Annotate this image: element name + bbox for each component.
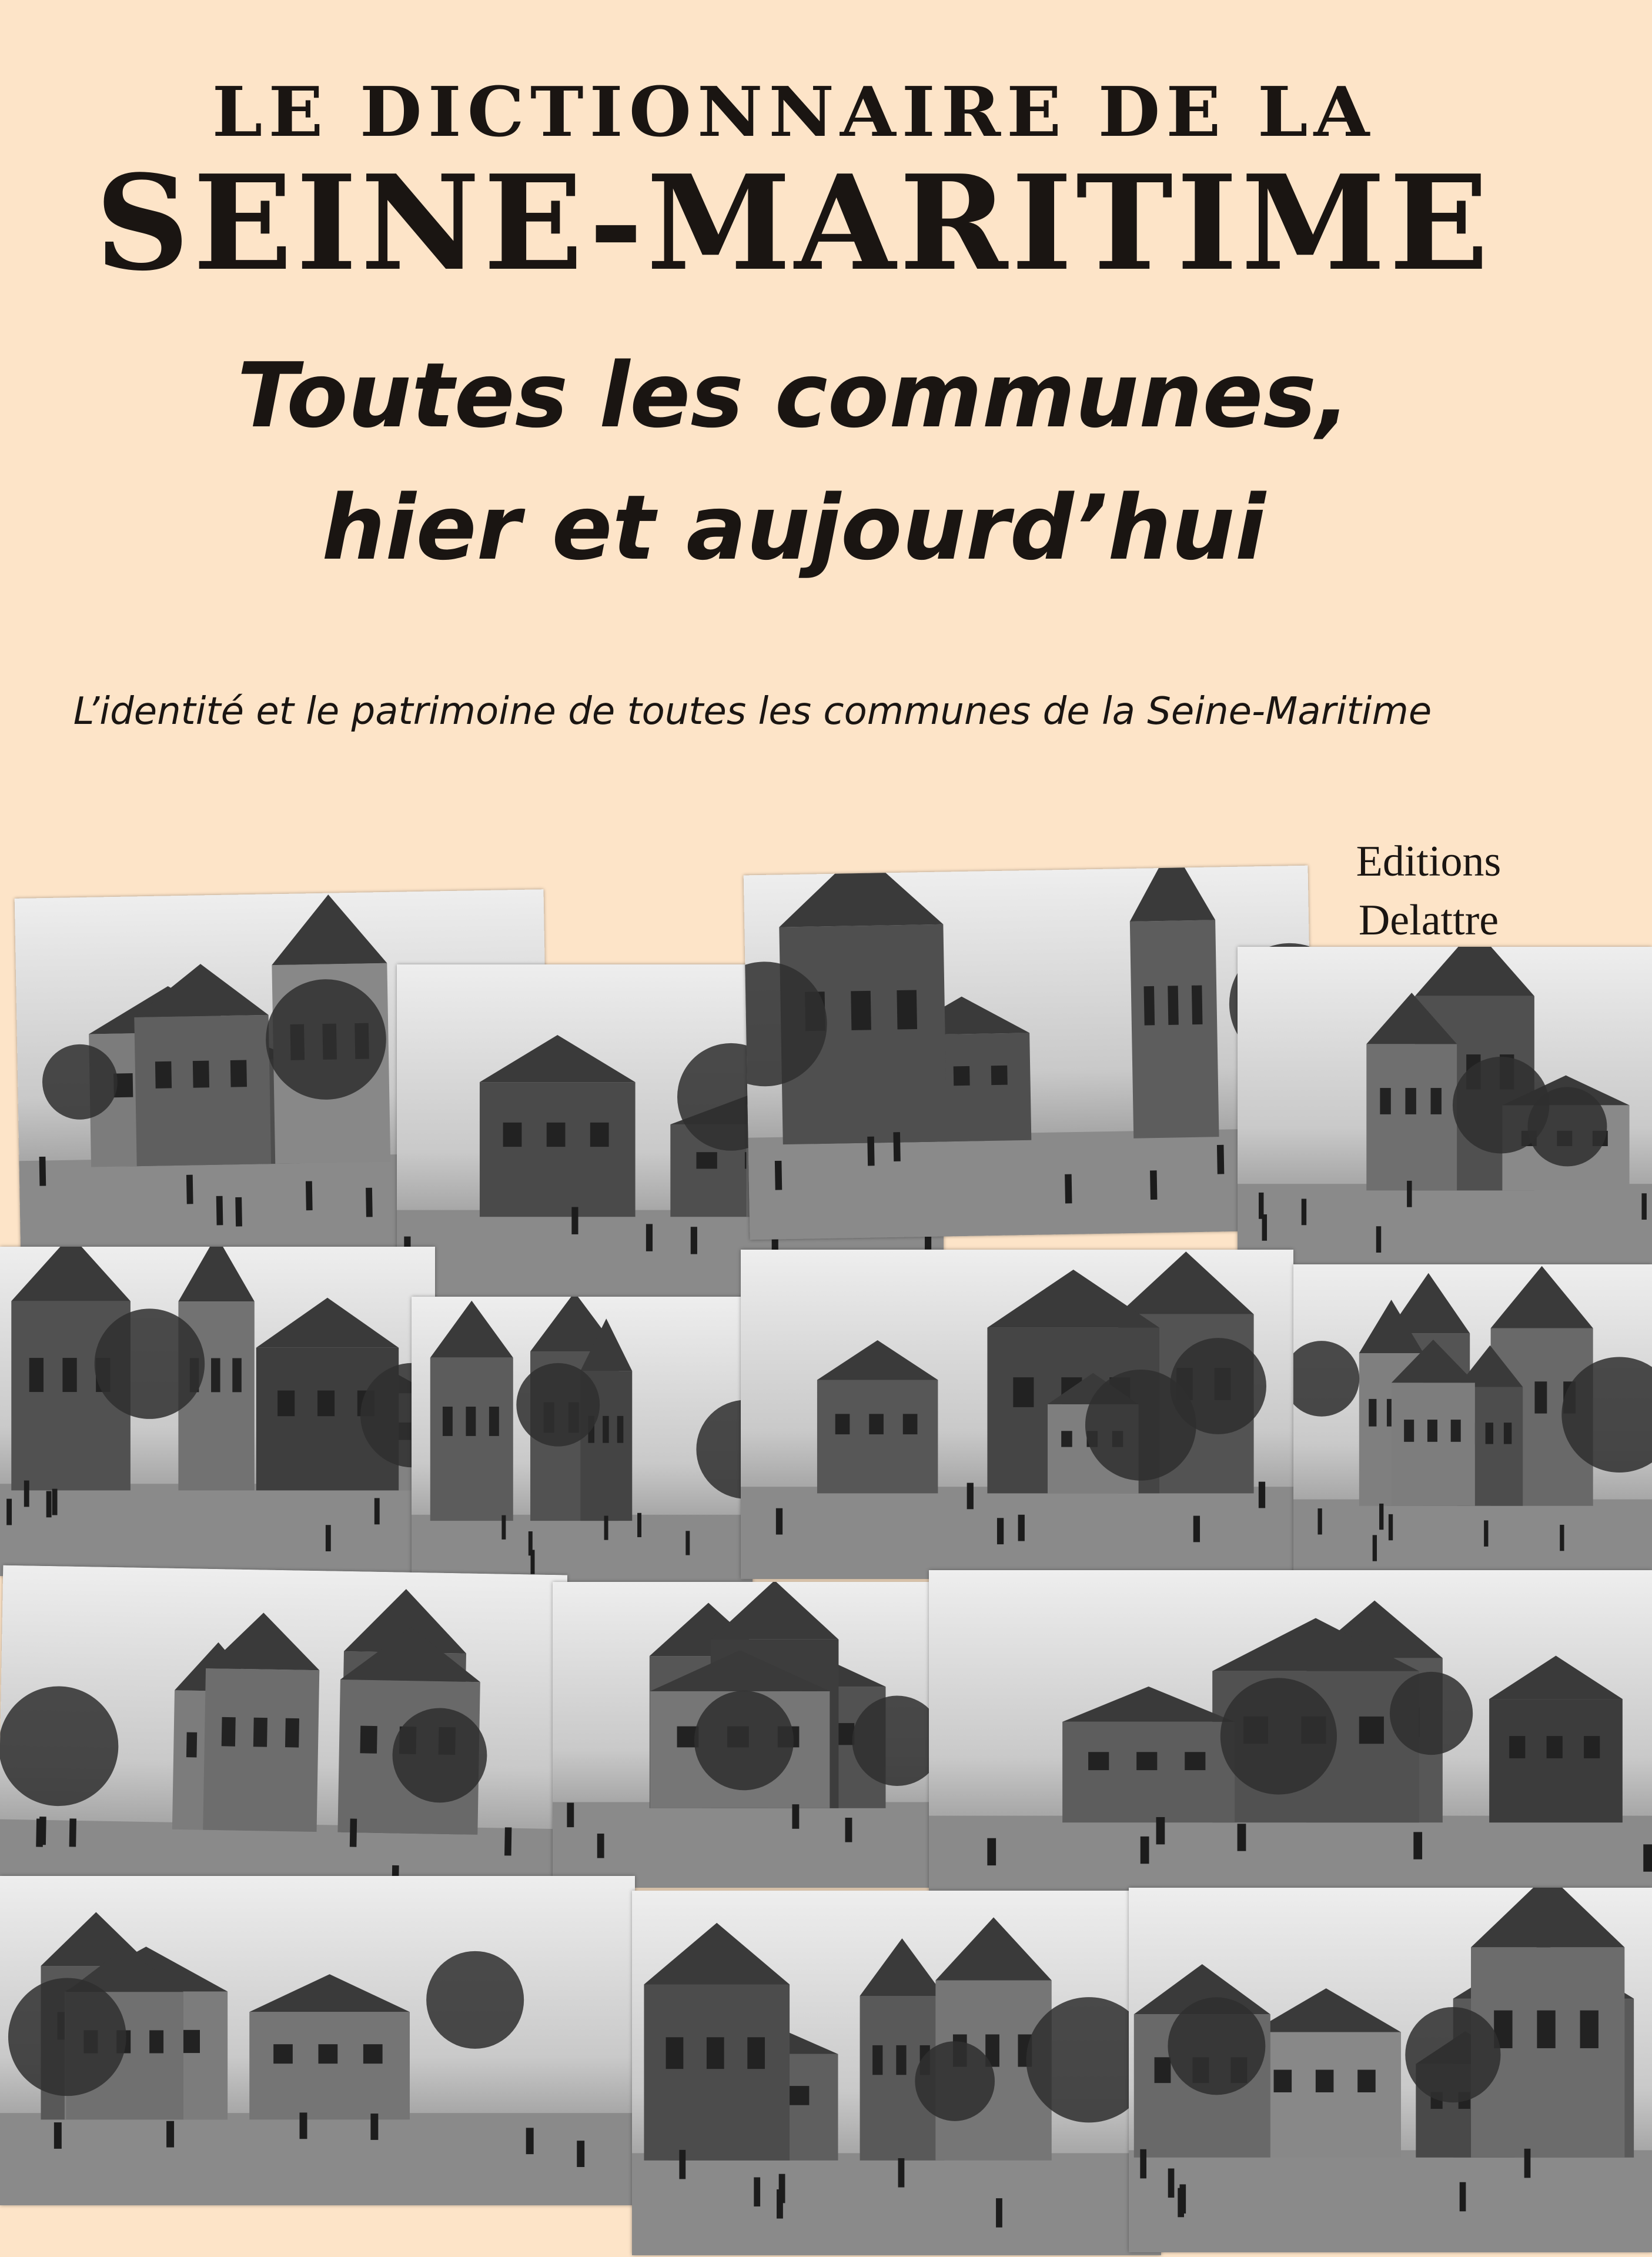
pond-cows-photo xyxy=(0,1876,635,2205)
subtitle-line-1: Toutes les communes, xyxy=(237,343,1350,448)
half-timbered-houses-photo xyxy=(0,1247,435,1576)
subtitle-line-2: hier et aujourd’hui xyxy=(322,476,1266,580)
brick-building-crowd-photo xyxy=(929,1570,1652,1911)
market-hall-photo xyxy=(1293,1264,1652,1591)
tagline: L’identité et le patrimoine de toutes les communes de la Seine-Maritime xyxy=(73,690,1432,733)
title-top-line: LE DICTIONNAIRE DE LA xyxy=(212,71,1376,152)
town-panorama-photo xyxy=(412,1297,753,1600)
chapel-sheep-flock-photo xyxy=(741,1250,1293,1579)
village-main-street-photo xyxy=(0,1565,567,1928)
market-square-crowd-photo xyxy=(1129,1888,1652,2252)
publisher-line-1: Editions xyxy=(1356,837,1501,886)
title-main: SEINE-MARITIME xyxy=(95,147,1493,300)
bottling-workshop-photo xyxy=(632,1891,1161,2255)
schoolyard-chimney-photo xyxy=(744,866,1315,1240)
publisher-line-2: Delattre xyxy=(1358,896,1499,944)
village-road-houses-photo xyxy=(1238,947,1652,1276)
